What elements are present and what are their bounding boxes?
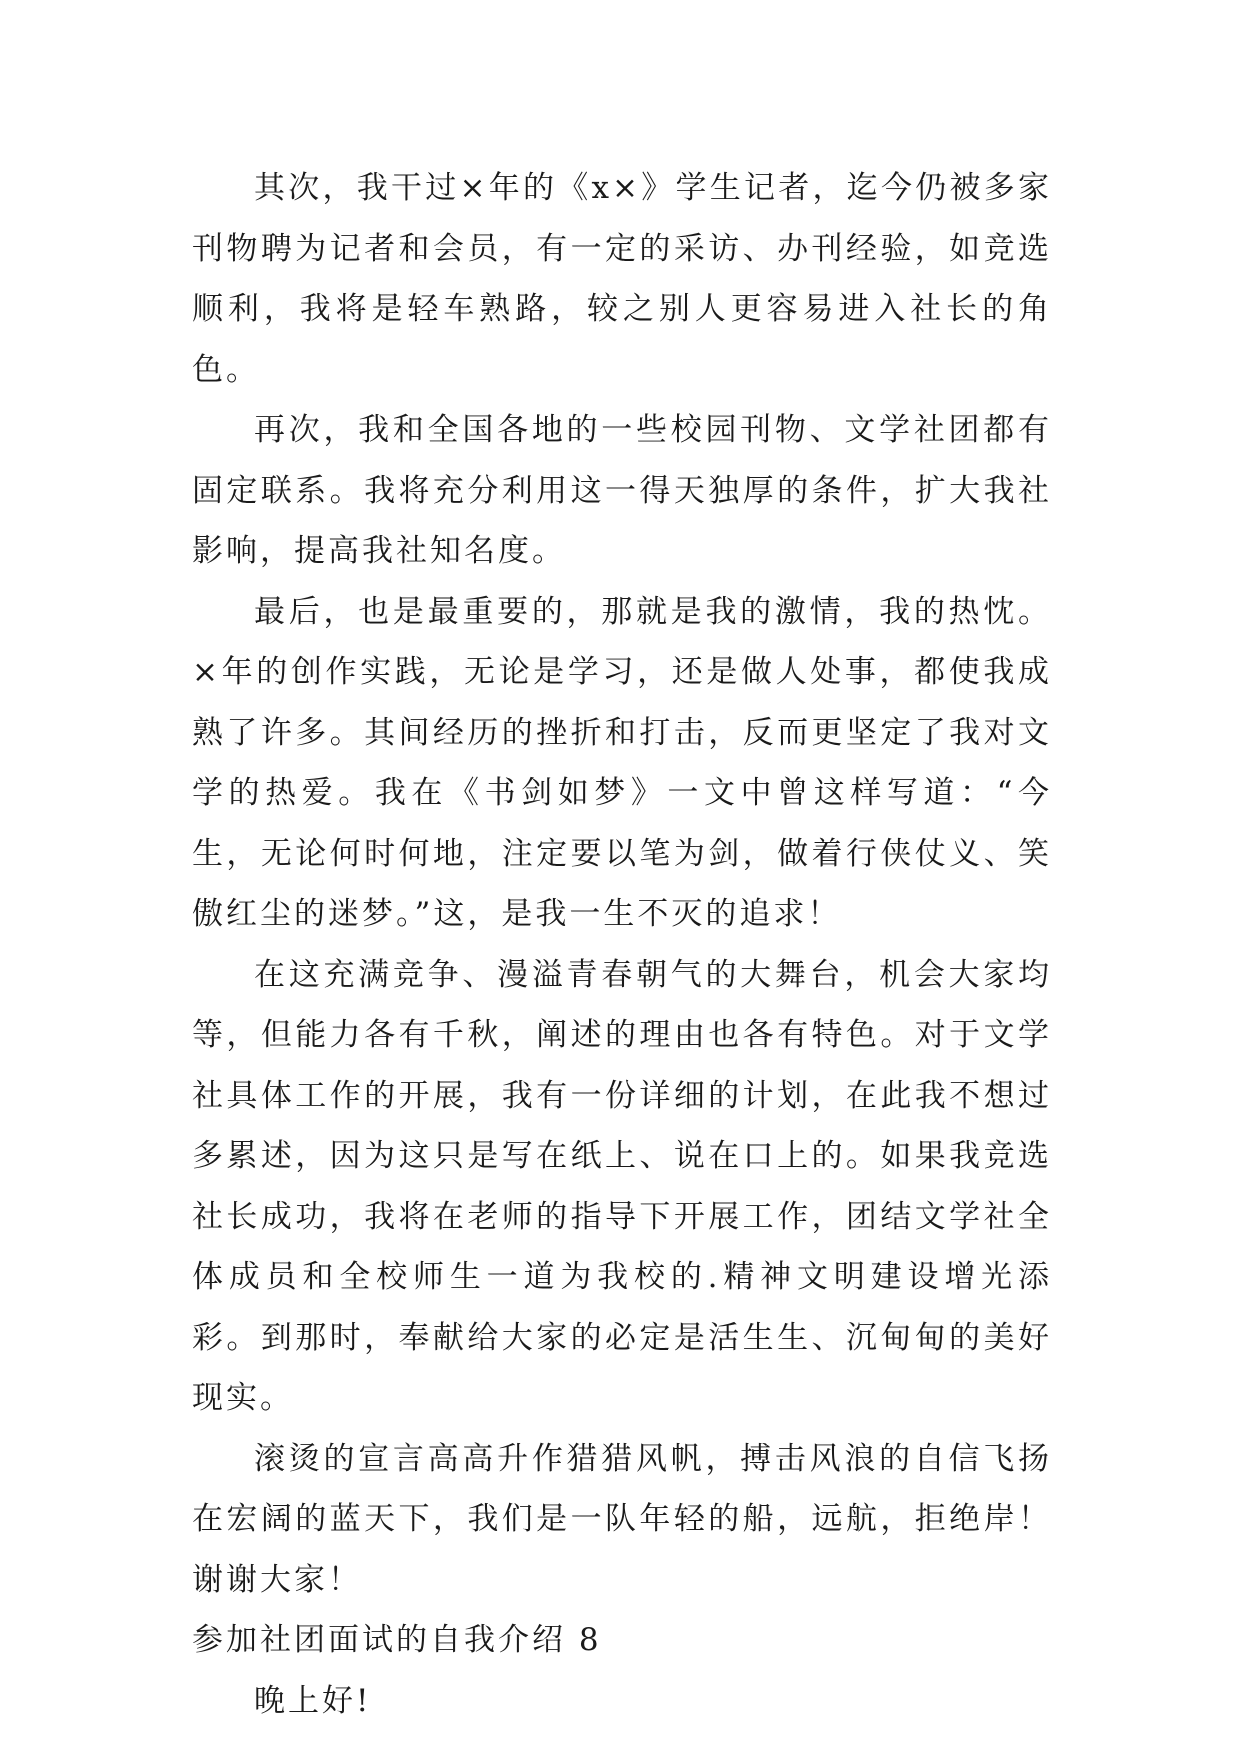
section-heading: 参加社团面试的自我介绍 8 [192, 1622, 602, 1658]
paragraph-connections: 再次，我和全国各地的一些校园刊物、文学社团都有固定联系。我将充分利用这一得天独厚的条件，扩大我社影响，提高我社知名度。 [192, 412, 1052, 569]
paragraph-experience: 其次，我干过×年的《x×》学生记者，迄今仍被多家刊物聘为记者和会员，有一定的采访、办刊经验，如竞选顺利，我将是轻车熟路，较之别人更容易进入社长的角色。 [192, 170, 1052, 388]
document-body [192, 158, 1052, 1731]
paragraph-plan: 在这充满竞争、漫溢青春朝气的大舞台，机会大家均等，但能力各有千秋，阐述的理由也各有特色。对于文学社具体工作的开展，我有一份详细的计划，在此我不想过多累述，因为这只是写在纸上、说在口上的。如果我竞选社长成功，我将在老师的指导下开展工作，团结文学社全体成员和全校师生一道为我校的.精神文明建设增光添彩。到那时，奉献给大家的必定是活生生、沉甸甸的美好现实。 [192, 956, 1052, 1416]
greeting-line: 晚上好! [254, 1682, 372, 1719]
paragraph-passion: 最后，也是最重要的，那就是我的激情，我的热忱。×年的创作实践，无论是学习，还是做人处事，都使我成熟了许多。其间经历的挫折和打击，反而更坚定了我对文学的热爱。我在《书剑如梦》一文中曾这样写道：“今生，无论何时何地，注定要以笔为剑，做着行侠仗义、笑傲红尘的迷梦。”这，是我一生不灭的追求！ [192, 593, 1052, 932]
paragraph-closing: 滚烫的宣言高高升作猎猎风帆，搏击风浪的自信飞扬在宏阔的蓝天下，我们是一队年轻的船，远航，拒绝岸！谢谢大家！ [192, 1440, 1052, 1598]
